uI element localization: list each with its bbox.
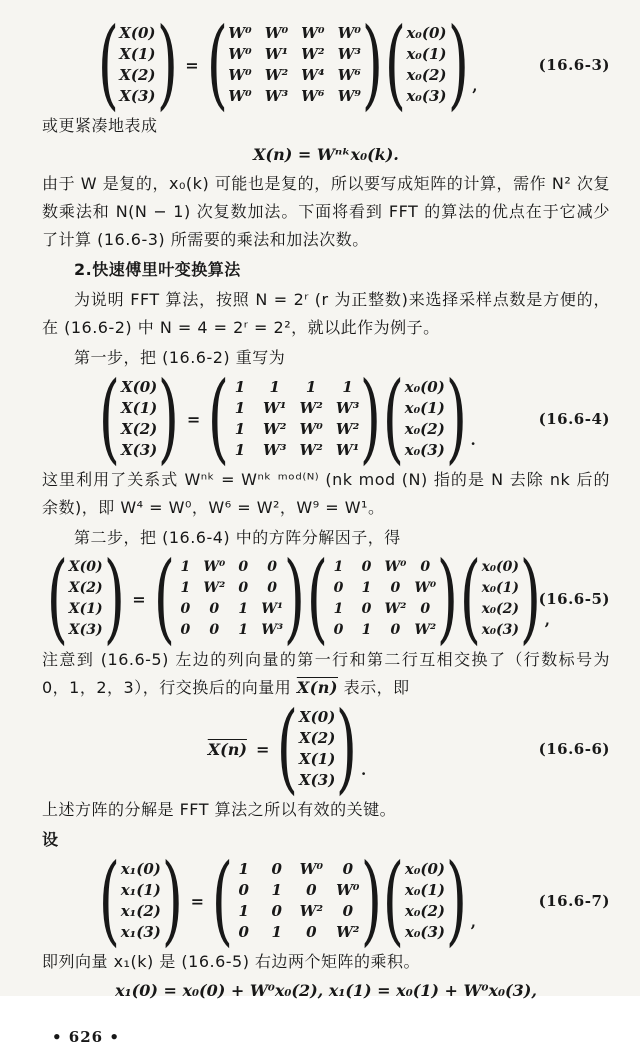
matrix-cell: W⁰ <box>301 24 325 42</box>
note-text-2: 表示，即 <box>338 678 410 697</box>
equation-number: (16.6-4) <box>538 410 610 428</box>
matrix-cell: 0 <box>361 601 372 617</box>
matrix-cell: 0 <box>180 622 191 638</box>
right-paren: ) <box>445 361 467 476</box>
paragraph-step2: 第二步，把 (16.6-4) 中的方阵分解因子，得 <box>74 528 401 547</box>
matrix-cell: 0 <box>271 860 282 878</box>
left-paren: ( <box>46 541 69 656</box>
vector-entry: x₁(1) <box>120 881 161 899</box>
right-paren: ) <box>519 541 542 656</box>
matrix-cell: 0 <box>306 881 317 899</box>
matrix-cell: 1 <box>269 378 280 396</box>
vector-entry: x₀(0) <box>406 24 447 42</box>
matrix-cell: 1 <box>238 860 249 878</box>
matrix-cell: W⁶ <box>337 66 361 84</box>
vector-entry: X(1) <box>119 45 156 63</box>
equation-16-6-3 <box>42 7 610 122</box>
paragraph-compact-intro: 或更紧凑地表成 <box>42 116 158 135</box>
matrix-cell: 0 <box>238 923 249 941</box>
paragraph-key: 上述方阵的分解是 FFT 算法之所以有效的关键。 <box>42 800 397 819</box>
left-paren: ( <box>206 7 228 122</box>
vector-entry: x₀(2) <box>404 902 446 920</box>
note-text-1: 注意到 (16.6-5) 左边的列向量的第一行和第二行互相交换了（行数标号为 0，1，2，3），行交换后的向量用 <box>42 650 610 697</box>
matrix-cell: 0 <box>180 601 191 617</box>
matrix-cell: W⁰ <box>203 559 226 575</box>
matrix-cell: 0 <box>238 881 249 899</box>
vector-entry: X(3) <box>119 87 156 105</box>
vector-entry: X(2) <box>68 580 103 596</box>
matrix-cell: 0 <box>209 622 220 638</box>
right-paren: ) <box>157 361 180 476</box>
vector-entry: X(1) <box>299 750 336 768</box>
matrix-cell: 0 <box>306 923 317 941</box>
equation-tail: , <box>470 913 476 931</box>
left-paren: ( <box>97 7 119 122</box>
vector-entry: X(0) <box>119 24 156 42</box>
matrix-cell: W⁰ <box>299 860 324 878</box>
matrix-cell: W² <box>299 441 323 459</box>
matrix-cell: W³ <box>261 622 284 638</box>
matrix-cell: 1 <box>238 902 249 920</box>
matrix-cell: W¹ <box>264 45 289 63</box>
equation-16-6-4 <box>42 361 610 476</box>
vector-entry: X(2) <box>119 66 156 84</box>
equals-sign: = <box>132 589 146 609</box>
vector-X <box>121 377 157 461</box>
matrix-cell: W¹ <box>335 441 360 459</box>
matrix-cell: 1 <box>361 580 372 596</box>
left-paren: ( <box>98 843 121 958</box>
vector-entry: x₀(3) <box>406 87 447 105</box>
vector-X-reordered <box>299 707 335 791</box>
vector-X-reordered <box>69 557 103 641</box>
matrix-cell: W⁰ <box>264 24 289 42</box>
vector-x0 <box>405 377 445 461</box>
vector-entry: X(0) <box>68 559 103 575</box>
equation-tail: . <box>470 431 476 449</box>
right-paren: ) <box>361 7 383 122</box>
matrix-cell: W² <box>299 902 324 920</box>
matrix-cell: 0 <box>361 559 372 575</box>
equation-tail: , <box>472 77 478 95</box>
matrix-cell: W² <box>335 420 360 438</box>
vector-entry: x₁(3) <box>120 923 161 941</box>
matrix-cell: W² <box>299 399 323 417</box>
matrix-cell: W² <box>336 923 360 941</box>
matrix-cell: W⁰ <box>228 24 252 42</box>
left-paren: ( <box>459 541 481 656</box>
matrix-cell: W⁶ <box>301 87 325 105</box>
equation-tail: , <box>544 611 550 629</box>
left-paren: ( <box>384 7 406 122</box>
matrix-cell: W² <box>301 45 325 63</box>
matrix-cell: W⁰ <box>228 45 252 63</box>
paragraph-fft-intro: 为说明 FFT 算法，按照 N = 2ʳ (r 为正整数)来选择采样点数是方便的，在 (16.6-2) 中 N = 4 = 2ʳ = 2²，就以此作为例子。 <box>42 290 610 337</box>
vector-entry: x₀(3) <box>404 923 446 941</box>
matrix-cell: 1 <box>361 622 372 638</box>
matrix-cell: 0 <box>342 860 353 878</box>
vector-entry: X(1) <box>120 399 158 417</box>
equation-number: (16.6-5) <box>538 590 610 608</box>
matrix-cell: 0 <box>267 580 278 596</box>
equation-16-6-5 <box>42 541 610 656</box>
vector-entry: X(3) <box>68 622 103 638</box>
matrix-cell: 1 <box>271 881 282 899</box>
right-paren: ) <box>359 361 382 476</box>
vector-x0 <box>406 23 446 107</box>
vector-entry: X(2) <box>299 729 336 747</box>
vector-entry: X(0) <box>299 708 336 726</box>
vector-entry: X(0) <box>120 378 158 396</box>
right-paren: ) <box>156 7 178 122</box>
vector-entry: x₀(0) <box>404 860 446 878</box>
vector-entry: x₀(0) <box>481 559 520 575</box>
matrix-cell: 0 <box>390 580 401 596</box>
right-paren: ) <box>436 541 459 656</box>
page-number: • 626 • <box>52 1028 120 1046</box>
left-paren: ( <box>306 541 328 656</box>
paragraph-step1: 第一步，把 (16.6-2) 重写为 <box>74 348 286 367</box>
matrix-cell: 1 <box>333 559 344 575</box>
matrix-cell: W³ <box>335 399 360 417</box>
paragraph-complexity: 由于 W 是复的，x₀(k) 可能也是复的，所以要写成矩阵的计算，需作 N² 次复数乘法和 N(N − 1) 次复数加法。下面将看到 FFT 的算法的优点在于它减少了计算 (16.6-3) 所需要的乘法和加法次数。 <box>42 174 610 249</box>
equation-16-6-7 <box>42 843 610 958</box>
vector-x0 <box>405 859 445 943</box>
stage1-matrix <box>234 859 360 943</box>
vector-entry: x₀(1) <box>406 45 447 63</box>
matrix-cell: 0 <box>238 580 249 596</box>
matrix-cell: W² <box>384 601 407 617</box>
vector-entry: X(3) <box>299 771 336 789</box>
matrix-cell: 0 <box>420 559 431 575</box>
equals-sign: = <box>255 739 270 759</box>
vector-x0 <box>482 557 519 641</box>
factor-matrix-a <box>175 557 283 641</box>
vector-entry: x₀(2) <box>406 66 447 84</box>
matrix-cell: 1 <box>342 378 353 396</box>
left-paren: ( <box>98 361 121 476</box>
vector-entry: x₀(3) <box>481 622 520 638</box>
matrix-cell: W³ <box>337 45 361 63</box>
matrix-cell: 0 <box>333 622 344 638</box>
right-paren: ) <box>283 541 306 656</box>
matrix-cell: 1 <box>271 923 282 941</box>
matrix-cell: 0 <box>271 902 282 920</box>
matrix-cell: 0 <box>333 580 344 596</box>
equals-sign: = <box>186 409 201 429</box>
matrix-cell: W¹ <box>261 601 284 617</box>
matrix-cell: W⁰ <box>384 559 407 575</box>
right-paren: ) <box>447 7 469 122</box>
vector-entry: x₀(2) <box>481 601 520 617</box>
matrix-cell: 1 <box>333 601 344 617</box>
equation-number: (16.6-3) <box>538 56 610 74</box>
matrix-cell: 0 <box>267 559 278 575</box>
butterfly-equations: x₁(0) = x₀(0) + W⁰x₀(2), x₁(1) = x₀(1) + W⁰x₀(3), <box>115 981 537 1000</box>
matrix-cell: W⁰ <box>337 24 361 42</box>
compact-equation: X(n) = Wⁿᵏx₀(k). <box>253 145 399 164</box>
matrix-cell: 0 <box>390 622 401 638</box>
right-paren: ) <box>360 843 382 958</box>
matrix-cell: W² <box>203 580 226 596</box>
left-paren: ( <box>382 843 405 958</box>
matrix-cell: W⁰ <box>299 420 323 438</box>
right-paren: ) <box>161 843 183 958</box>
matrix-cell: 1 <box>305 378 317 396</box>
left-paren: ( <box>382 361 404 476</box>
left-paren: ( <box>208 361 230 476</box>
vector-entry: x₁(0) <box>120 860 161 878</box>
matrix-cell: 0 <box>209 601 220 617</box>
right-paren: ) <box>103 541 125 656</box>
factor-matrix-b <box>328 557 436 641</box>
equals-sign: = <box>190 891 204 911</box>
left-paren: ( <box>277 691 299 806</box>
left-paren: ( <box>211 843 233 958</box>
paragraph-product: 即列向量 x₁(k) 是 (16.6-5) 右边两个矩阵的乘积。 <box>42 952 421 971</box>
reduced-dft-matrix <box>230 377 359 461</box>
vector-entry: x₀(0) <box>404 378 445 396</box>
vector-x1 <box>121 859 161 943</box>
matrix-cell: 1 <box>238 622 249 638</box>
left-paren: ( <box>153 541 175 656</box>
paragraph-let: 设 <box>42 830 59 849</box>
xbar-inline: X(n) <box>296 678 338 697</box>
vector-entry: X(2) <box>120 420 158 438</box>
vector-entry: x₀(3) <box>404 441 445 459</box>
equation-number: (16.6-7) <box>538 892 610 910</box>
matrix-cell: W⁰ <box>336 881 360 899</box>
matrix-cell: W⁰ <box>228 87 252 105</box>
matrix-cell: 1 <box>180 559 191 575</box>
vector-entry: x₁(2) <box>120 902 161 920</box>
matrix-cell: 1 <box>234 378 246 396</box>
right-paren: ) <box>445 843 468 958</box>
matrix-cell: 1 <box>234 420 246 438</box>
matrix-cell: W² <box>414 622 437 638</box>
matrix-cell: W⁹ <box>337 87 361 105</box>
matrix-cell: W⁰ <box>414 580 437 596</box>
vector-X <box>119 23 155 107</box>
matrix-cell: W¹ <box>263 399 287 417</box>
section-title-fft: 2.快速傅里叶变换算法 <box>74 260 241 279</box>
matrix-cell: 1 <box>234 399 246 417</box>
matrix-cell: W² <box>264 66 289 84</box>
matrix-cell: 0 <box>342 902 353 920</box>
vector-entry: x₀(1) <box>404 881 446 899</box>
matrix-cell: W³ <box>264 87 289 105</box>
matrix-cell: 0 <box>238 559 249 575</box>
vector-entry: x₀(1) <box>481 580 520 596</box>
equals-sign: = <box>185 55 199 75</box>
matrix-cell: W³ <box>263 441 287 459</box>
equation-tail: . <box>361 761 367 779</box>
matrix-cell: 1 <box>180 580 191 596</box>
dft-matrix <box>228 23 361 107</box>
matrix-cell: 1 <box>234 441 246 459</box>
matrix-cell: W⁰ <box>228 66 252 84</box>
matrix-cell: W² <box>263 420 287 438</box>
vector-entry: X(1) <box>68 601 103 617</box>
matrix-cell: W⁴ <box>301 66 325 84</box>
vector-entry: x₀(1) <box>404 399 445 417</box>
equation-16-6-6 <box>42 691 610 806</box>
equation-number: (16.6-6) <box>538 740 610 758</box>
vector-entry: x₀(2) <box>404 420 445 438</box>
matrix-cell: 0 <box>420 601 431 617</box>
right-paren: ) <box>336 691 358 806</box>
xbar-vector-symbol: X(n) <box>207 739 247 759</box>
matrix-cell: 1 <box>238 601 249 617</box>
paragraph-mod-relation: 这里利用了关系式 Wⁿᵏ = Wⁿᵏ ᵐᵒᵈ⁽ᴺ⁾ (nk mod (N) 指的是 N 去除 nk 后的余数)，即 W⁴ = W⁰，W⁶ = W²，W⁹ = W¹。 <box>42 470 610 517</box>
vector-entry: X(3) <box>120 441 158 459</box>
